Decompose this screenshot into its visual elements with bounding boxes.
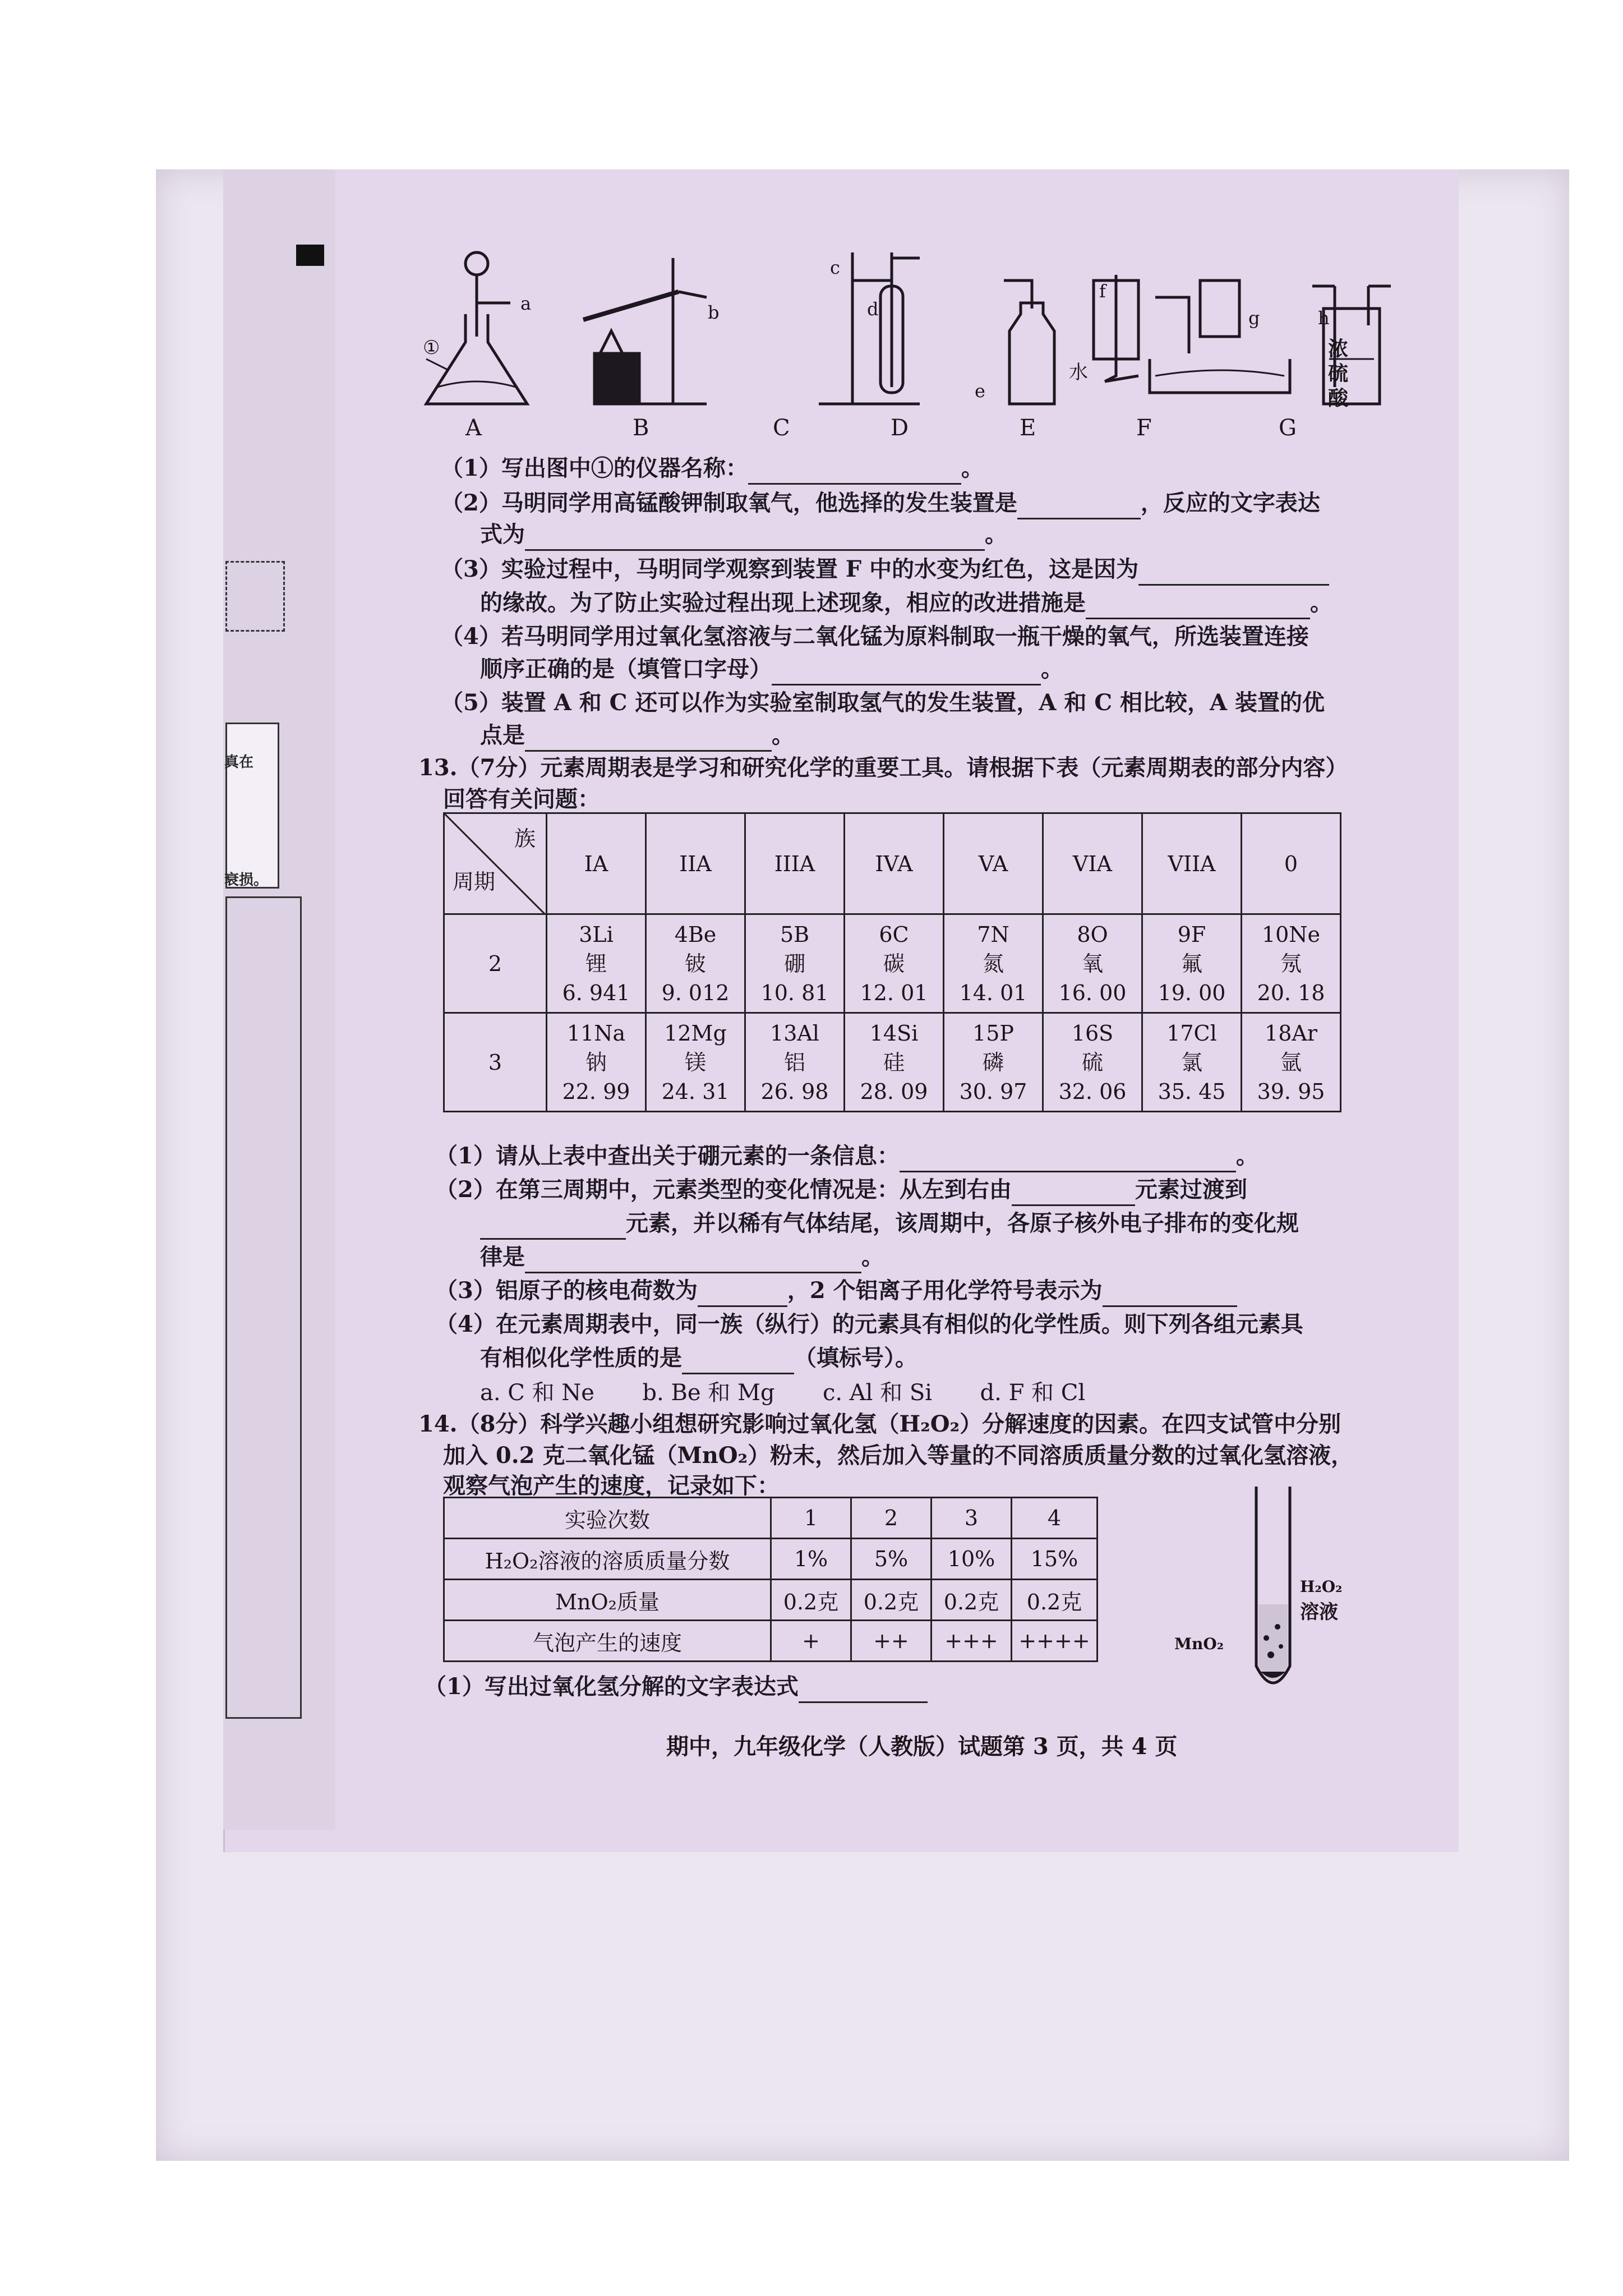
q13-p2: （2）在第三周期中，元素类型的变化情况是：从左到右由 元素过渡到 [435,1174,1247,1206]
q13-intro2: 回答有关问题： [443,786,600,812]
element-mass: 28. 09 [860,1079,928,1104]
corner-period-label: 周期 [453,869,496,894]
corner-group-label: 族 [514,826,536,851]
group-header: 0 [1242,813,1341,914]
table-row [444,1498,1098,1539]
q13-p2c: 元素，并以稀有气体结尾，该周期中，各原子核外电子排布的变化规 [480,1207,1299,1240]
element-name: 铝 [783,1050,805,1075]
port-a: a [520,293,532,314]
element-cell [845,914,944,1013]
period-label: 2 [444,914,547,1013]
element-mass: 32. 06 [1058,1079,1127,1104]
element-name: 碳 [883,951,905,976]
q12-p3: （3）实验过程中，马明同学观察到装置 F 中的水变为红色，这是因为 [441,553,1329,586]
element-mass: 10. 81 [760,980,829,1005]
table-cell: 4 [1012,1498,1098,1539]
table-cell: ++ [851,1621,932,1662]
element-mass: 16. 00 [1058,980,1127,1005]
element-symbol: 18Ar [1265,1020,1317,1046]
q12-p5: （5）装置 A 和 C 还可以作为实验室制取氢气的发生装置，A 和 C 相比较，A 装置的优 [441,689,1325,716]
table-cell: 1 [771,1498,851,1539]
element-symbol: 6C [879,922,909,947]
label-f: F [1136,415,1152,441]
table-cell: 10% [932,1539,1012,1580]
element-cell [944,1013,1043,1112]
experiment-table [443,1497,1098,1662]
apparatus-d [1004,280,1054,404]
q14-p1: （1）写出过氧化氢分解的文字表达式 [424,1671,928,1703]
element-cell [1142,1013,1242,1112]
label-e: E [1020,415,1036,441]
element-symbol: 8O [1077,922,1108,947]
q13-options [480,1377,1085,1409]
table-cell: 0.2克 [932,1580,1012,1621]
apparatus-f [1150,280,1290,393]
q12-p3b: 的缘故。为了防止实验过程出现上述现象，相应的改进措施是 。 [480,587,1332,619]
group-header: IVA [845,813,944,914]
table-cell: ++++ [1012,1621,1098,1662]
q12-p2: （2）马明同学用高锰酸钾制取氧气，他选择的发生装置是 ，反应的文字表达 [441,487,1320,519]
period-label: 3 [444,1013,547,1112]
element-symbol: 16S [1071,1020,1114,1046]
element-cell [547,914,646,1013]
apparatus-a [426,252,527,404]
element-cell [646,1013,745,1112]
element-cell [745,1013,845,1112]
row-label: H₂O₂溶液的溶质质量分数 [444,1539,771,1580]
q13-intro1: 13.（7分）元素周期表是学习和研究化学的重要工具。请根据下表（元素周期表的部分内容） [418,754,1348,781]
corner-cell [444,813,547,914]
element-symbol: 11Na [566,1020,626,1046]
element-cell [646,914,745,1013]
row-label: 实验次数 [444,1498,771,1539]
element-cell [1242,1013,1341,1112]
port-h: h [1318,307,1330,329]
apparatus-b [583,258,707,404]
element-mass: 24. 31 [661,1079,730,1104]
option-c: c. Al 和 Si [822,1380,933,1406]
table-cell: 1% [771,1539,851,1580]
table-cell: 0.2克 [771,1580,851,1621]
q12-p1: （1）写出图中①的仪器名称： 。 [441,452,984,485]
page-footer: 期中，九年级化学（人教版）试题第 3 页，共 4 页 [666,1733,1178,1760]
port-f: f [1099,280,1106,302]
element-symbol: 7N [977,922,1009,947]
water-label: 水 [1069,361,1088,384]
q14-intro2: 加入 0.2 克二氧化锰（MnO₂）粉末，然后加入等量的不同溶质质量分数的过氧化氢溶液， [443,1442,1354,1469]
element-name: 氮 [982,951,1004,976]
element-name: 铍 [684,951,706,976]
element-symbol: 4Be [674,922,717,947]
element-symbol: 3Li [579,922,614,947]
apparatus-g [1312,286,1391,404]
element-name: 硫 [1081,1050,1103,1075]
element-cell [1043,914,1142,1013]
label-a: A [465,415,482,441]
element-symbol: 5B [780,922,810,947]
tube-label-h2o2: H₂O₂ [1300,1577,1343,1596]
group-header: IIA [646,813,745,914]
table-cell: +++ [932,1621,1012,1662]
element-name: 硅 [883,1050,905,1075]
q12-p4b: 顺序正确的是（填管口字母） 。 [480,653,1063,685]
option-d: d. F 和 Cl [980,1380,1086,1406]
apparatus-figure [415,247,1424,426]
row-label: MnO₂质量 [444,1580,771,1621]
q13-p4: （4）在元素周期表中，同一族（纵行）的元素具有相似的化学性质。则下列各组元素具 [435,1311,1303,1337]
element-symbol: 17Cl [1166,1020,1217,1046]
element-mass: 9. 012 [661,980,730,1005]
option-b: b. Be 和 Mg [642,1380,775,1406]
tube-label-mno2: MnO₂ [1174,1635,1224,1653]
side-text-1: 真在 [224,754,254,771]
table-cell: 15% [1012,1539,1098,1580]
element-name: 磷 [982,1050,1004,1075]
period-row-3 [444,1013,1341,1112]
element-name: 硼 [783,951,805,976]
port-b: b [708,302,720,323]
tube-label-solution: 溶液 [1300,1601,1338,1623]
element-symbol: 14Si [869,1020,919,1046]
element-cell [547,1013,646,1112]
element-name: 氩 [1280,1050,1302,1075]
element-symbol: 10Ne [1261,922,1321,947]
table-cell: + [771,1621,851,1662]
q13-p2d: 律是 。 [480,1241,884,1273]
group-header: VA [944,813,1043,914]
binding-panel-top [225,723,279,889]
element-name: 氟 [1181,951,1202,976]
q13-p3: （3）铝原子的核电荷数为 ，2 个铝离子用化学符号表示为 [435,1274,1237,1307]
q14-intro3: 观察气泡产生的速度，记录如下： [443,1473,780,1499]
element-cell [1043,1013,1142,1112]
row-label: 气泡产生的速度 [444,1621,771,1662]
element-name: 镁 [684,1050,706,1075]
element-cell [745,914,845,1013]
table-cell: 0.2克 [1012,1580,1098,1621]
label-d: D [891,415,909,441]
side-text-2: 衰损。 [224,872,269,889]
group-header: IIIA [745,813,845,914]
element-name: 氖 [1280,951,1302,976]
element-cell [1242,914,1341,1013]
element-name: 锂 [585,951,607,976]
element-mass: 19. 00 [1158,980,1226,1005]
element-name: 氯 [1181,1050,1202,1075]
q13-p1: （1）请从上表中查出关于硼元素的一条信息： 。 [435,1140,1258,1172]
element-mass: 14. 01 [959,980,1027,1005]
registration-mark [296,245,324,266]
element-mass: 30. 97 [959,1079,1027,1104]
group-header: VIA [1043,813,1142,914]
element-symbol: 9F [1177,922,1206,947]
group-header: VIIA [1142,813,1242,914]
binding-panel-bottom [225,896,302,1719]
q13-p4b: 有相似化学性质的是 （填标号）。 [480,1342,917,1374]
element-symbol: 12Mg [664,1020,727,1046]
table-cell: 2 [851,1498,932,1539]
q12-p2c: 式为 。 [480,518,1007,551]
seal-box [225,561,285,632]
element-mass: 39. 95 [1257,1079,1325,1104]
table-cell: 0.2克 [851,1580,932,1621]
table-row [444,1621,1098,1662]
table-row [444,1539,1098,1580]
option-a: a. C 和 Ne [480,1380,594,1406]
label-g: G [1279,415,1297,441]
element-cell [1142,914,1242,1013]
element-mass: 22. 99 [562,1079,630,1104]
label-c: C [773,415,790,441]
element-mass: 12. 01 [860,980,928,1005]
acid-label: 浓硫酸 [1328,337,1349,410]
table-cell: 3 [932,1498,1012,1539]
periodic-table [443,812,1341,1112]
element-symbol: 13Al [770,1020,819,1046]
element-mass: 26. 98 [760,1079,829,1104]
element-name: 钠 [585,1050,607,1075]
q14-intro1: 14.（8分）科学兴趣小组想研究影响过氧化氢（H₂O₂）分解速度的因素。在四支试管中分别 [418,1411,1341,1437]
port-g: g [1248,307,1260,329]
element-mass: 6. 941 [562,980,630,1005]
element-name: 氧 [1081,951,1103,976]
element-cell [944,914,1043,1013]
period-row-2 [444,914,1341,1013]
element-cell [845,1013,944,1112]
port-c: c [830,257,840,278]
group-header: IA [547,813,646,914]
label-b: B [633,415,649,441]
element-mass: 20. 18 [1257,980,1325,1005]
port-e: e [975,380,985,402]
q12-p4: （4）若马明同学用过氧化氢溶液与二氧化锰为原料制取一瓶干燥的氧气，所选装置连接 [441,623,1309,650]
circle-one-label: ① [423,337,440,359]
table-cell: 5% [851,1539,932,1580]
table-row [444,1580,1098,1621]
element-symbol: 15P [972,1020,1014,1046]
port-d: d [867,298,879,320]
element-mass: 35. 45 [1158,1079,1226,1104]
q12-p5b: 点是 。 [480,719,794,752]
